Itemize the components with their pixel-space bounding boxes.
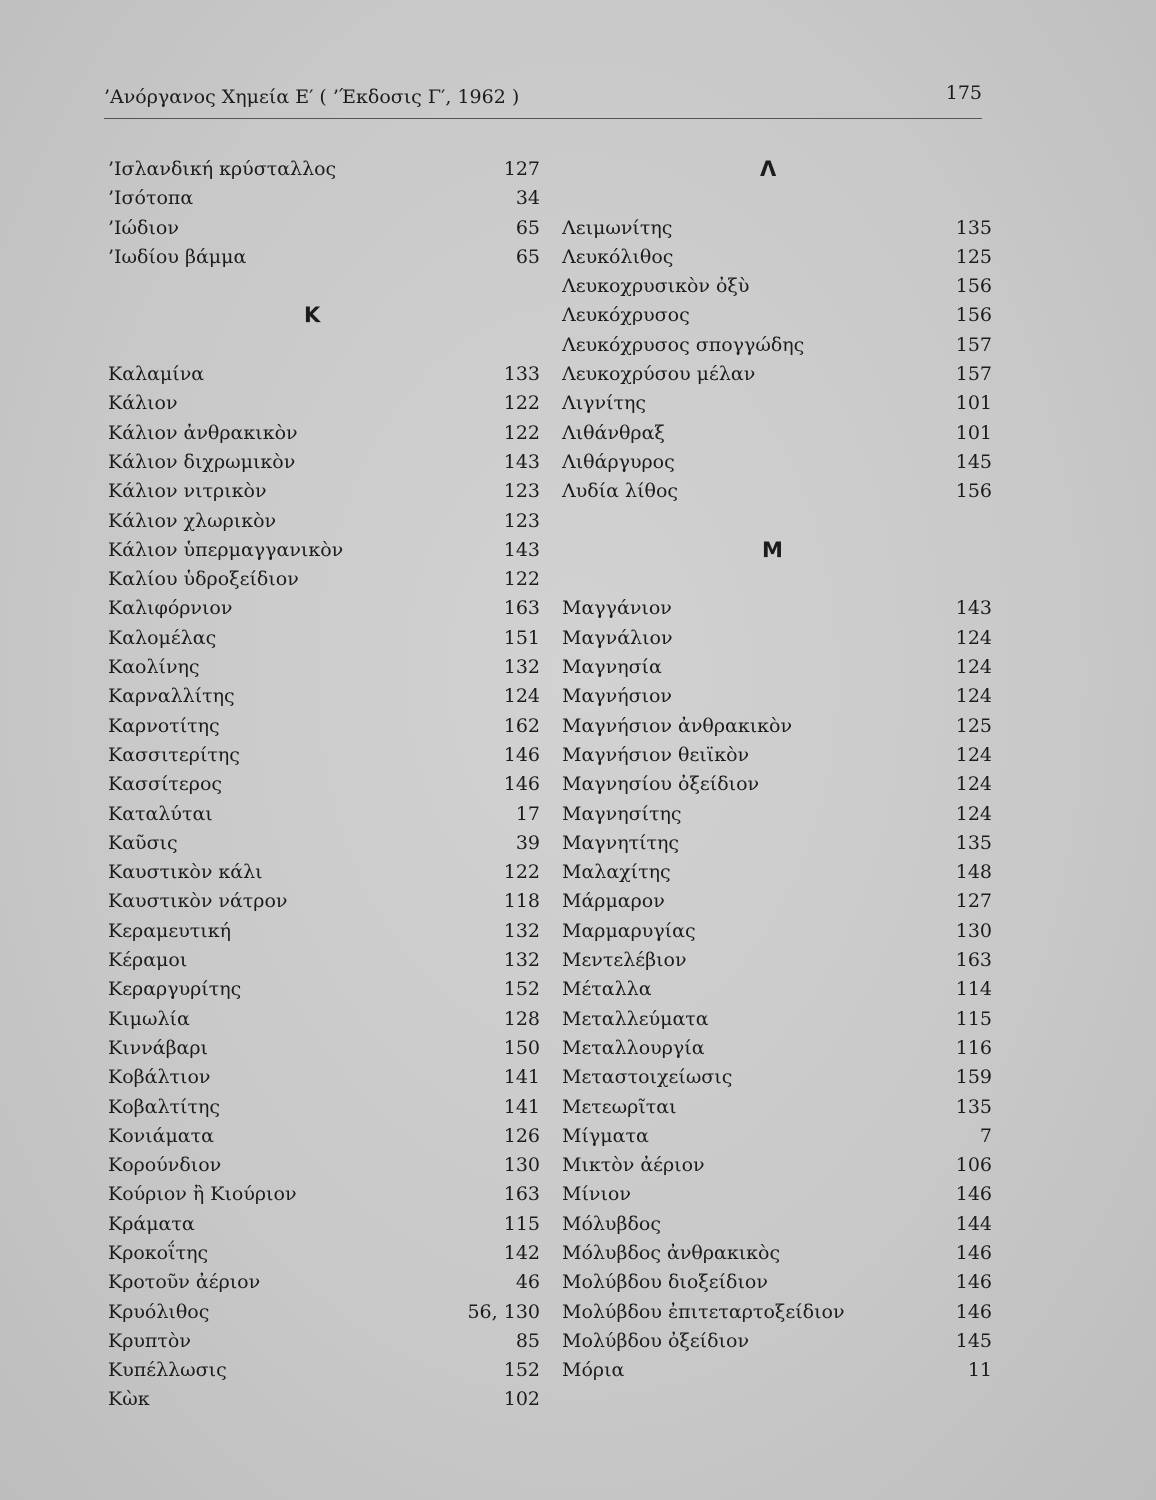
index-page-ref: 163: [503, 597, 540, 620]
index-page-ref: 130: [503, 1154, 540, 1177]
index-term: Λιθάνθραξ: [562, 421, 665, 444]
index-column-right: [562, 155, 992, 1385]
index-page-ref: 146: [955, 1300, 992, 1323]
index-entry: [108, 389, 540, 418]
index-entry: [108, 858, 540, 887]
index-entry: [108, 1298, 540, 1327]
index-term: Μολύβδου διοξείδιον: [562, 1271, 768, 1294]
index-page-ref: 143: [955, 597, 992, 620]
index-page-ref: 145: [955, 1329, 992, 1352]
index-term: Καλίου ὑδροξείδιον: [108, 568, 299, 591]
index-term: Καρνοτίτης: [108, 714, 220, 737]
index-page-ref: 17: [515, 802, 540, 825]
index-term: Μαρμαρυγίας: [562, 919, 696, 942]
index-page-ref: 150: [503, 1036, 540, 1059]
index-page-ref: 124: [955, 626, 992, 649]
letter-heading-k: Κ: [304, 303, 321, 328]
index-page-ref: 56, 130: [467, 1300, 540, 1323]
index-entry: [562, 243, 992, 272]
index-entry: [562, 1122, 992, 1151]
index-page-ref: 124: [955, 802, 992, 825]
index-entry: [108, 800, 540, 829]
page-number: 175: [945, 82, 982, 104]
index-page-ref: 127: [503, 158, 540, 180]
index-term: Κέραμοι: [108, 949, 188, 972]
index-page-ref: 145: [955, 450, 992, 473]
index-term: Λευκοχρυσικὸν ὀξὺ: [562, 275, 750, 298]
index-page-ref: 143: [503, 450, 540, 473]
index-term: Μαγνησία: [562, 656, 662, 679]
index-entry: [108, 594, 540, 623]
index-term: Λιθάργυρος: [562, 450, 675, 473]
index-page-ref: 162: [503, 714, 540, 737]
index-term: Κούριον ἢ Κιούριον: [108, 1183, 297, 1206]
index-page-ref: 148: [955, 861, 992, 884]
index-term: Κάλιον: [108, 392, 178, 415]
index-term: Μόρια: [562, 1359, 625, 1382]
index-entry: [562, 1093, 992, 1122]
index-page-ref: 151: [503, 626, 540, 649]
index-term: Καολίνης: [108, 656, 200, 679]
index-entry: [562, 360, 992, 389]
index-page-ref: 157: [955, 363, 992, 386]
index-term: Λειμωνίτης: [562, 216, 673, 239]
index-term: Καλομέλας: [108, 626, 217, 649]
index-entry: [562, 624, 992, 653]
index-entry: [108, 184, 540, 213]
index-page-ref: 146: [503, 773, 540, 796]
index-page-ref: 65: [515, 216, 540, 239]
index-entry: [108, 887, 540, 916]
index-page-ref: 122: [503, 861, 540, 884]
index-page-ref: 156: [955, 275, 992, 298]
index-term: Καταλύται: [108, 802, 213, 825]
index-page-ref: 132: [503, 656, 540, 679]
index-page-ref: 39: [515, 831, 540, 854]
index-term: Μαγνησίτης: [562, 802, 682, 825]
index-term: Κάλιον νιτρικὸν: [108, 480, 267, 503]
index-entry: [562, 1063, 992, 1092]
index-entry: [562, 331, 992, 360]
index-entry: [562, 1180, 992, 1209]
index-term: Μάρμαρον: [562, 890, 665, 913]
index-entry: [562, 1210, 992, 1239]
index-term: Μεταλλεύματα: [562, 1007, 709, 1030]
index-entry: [108, 770, 540, 799]
index-entry: [108, 448, 540, 477]
index-column-left: [108, 155, 540, 1415]
index-entry: [562, 1034, 992, 1063]
index-term: Καῦσις: [108, 831, 178, 854]
index-entry: [108, 1122, 540, 1151]
index-term: Μεντελέβιον: [562, 949, 687, 972]
index-entry: [562, 477, 992, 506]
index-entry: [562, 1327, 992, 1356]
index-page-ref: 146: [503, 743, 540, 766]
index-entry: [562, 301, 992, 330]
index-page-ref: 141: [503, 1095, 540, 1118]
index-entry: [562, 1268, 992, 1297]
index-page-ref: 152: [503, 1359, 540, 1382]
index-entry: [108, 1093, 540, 1122]
index-entry: [562, 741, 992, 770]
index-term: Μίγματα: [562, 1124, 649, 1147]
index-page-ref: 122: [503, 421, 540, 444]
index-page-ref: 146: [955, 1241, 992, 1264]
running-header: [104, 82, 982, 116]
index-term: Λευκόχρυσος σπογγώδης: [562, 333, 805, 356]
index-page-ref: 126: [503, 1124, 540, 1147]
index-page-ref: 123: [503, 480, 540, 503]
index-page-ref: 142: [503, 1241, 540, 1264]
index-page-ref: 122: [503, 568, 540, 591]
index-entry: [562, 829, 992, 858]
index-term: Λευκόχρυσος: [562, 304, 690, 327]
index-page-ref: 143: [503, 538, 540, 561]
index-term: ’Ισότοπα: [108, 187, 194, 210]
index-entry: [108, 155, 540, 184]
index-term: Καυστικὸν κάλι: [108, 861, 263, 884]
index-page-ref: 124: [955, 773, 992, 796]
running-title: ’Ανόργανος Χημεία Ε′ ( ’Έκδοσις Γ′, 1962 ): [104, 86, 520, 108]
index-entry: [108, 1034, 540, 1063]
index-entry: [562, 800, 992, 829]
index-page-ref: 124: [955, 656, 992, 679]
index-group: [562, 594, 992, 1385]
index-term: Λιγνίτης: [562, 392, 647, 415]
index-term: Μόλυβδος: [562, 1212, 661, 1235]
index-group: [108, 155, 540, 272]
index-term: Μαγνητίτης: [562, 831, 680, 854]
index-page-ref: 125: [955, 714, 992, 737]
index-entry: [108, 536, 540, 565]
index-entry: [108, 653, 540, 682]
index-entry: [562, 887, 992, 916]
index-term: Κασσίτερος: [108, 773, 223, 796]
index-term: Μαγνήσιον ἀνθρακικὸν: [562, 714, 793, 737]
index-entry: [562, 214, 992, 243]
index-page-ref: 34: [515, 187, 540, 210]
index-term: Μολύβδου ἐπιτεταρτοξείδιον: [562, 1300, 845, 1323]
index-page-ref: 106: [955, 1154, 992, 1177]
index-page-ref: 146: [955, 1271, 992, 1294]
index-page-ref: 163: [955, 949, 992, 972]
index-page-ref: 115: [955, 1007, 992, 1030]
index-term: Λευκόλιθος: [562, 245, 674, 268]
index-term: Κιμωλία: [108, 1007, 190, 1030]
index-term: Κοβαλτίτης: [108, 1095, 220, 1118]
index-term: Κάλιον ἀνθρακικὸν: [108, 421, 298, 444]
index-term: Μαλαχίτης: [562, 861, 671, 884]
index-term: Κάλιον ὑπερμαγγανικὸν: [108, 538, 344, 561]
index-entry: [562, 419, 992, 448]
index-page-ref: 159: [955, 1066, 992, 1089]
index-page-ref: 156: [955, 304, 992, 327]
index-entry: [562, 946, 992, 975]
index-page-ref: 135: [955, 831, 992, 854]
index-term: Κιννάβαρι: [108, 1036, 209, 1059]
index-entry: [562, 448, 992, 477]
index-entry: [108, 1385, 540, 1414]
index-page-ref: 133: [503, 363, 540, 386]
index-entry: [108, 1063, 540, 1092]
index-term: Μαγνήσιον: [562, 685, 672, 708]
index-term: Κασσιτερίτης: [108, 743, 240, 766]
index-term: Μέταλλα: [562, 978, 652, 1001]
index-term: ’Ισλανδική κρύσταλλος: [108, 158, 337, 180]
index-term: Μαγνήσιον θειϊκὸν: [562, 743, 750, 766]
index-page-ref: 102: [503, 1388, 540, 1411]
index-page-ref: 125: [955, 245, 992, 268]
index-page-ref: 156: [955, 480, 992, 503]
index-page-ref: 122: [503, 392, 540, 415]
index-page-ref: 114: [955, 978, 992, 1001]
index-page-ref: 135: [955, 1095, 992, 1118]
index-term: Καλαμίνα: [108, 363, 205, 386]
index-term: Κροτοῦν ἀέριον: [108, 1271, 261, 1294]
index-entry: [108, 917, 540, 946]
index-page-ref: 128: [503, 1007, 540, 1030]
index-term: Κορούνδιον: [108, 1154, 222, 1177]
index-page-ref: 157: [955, 333, 992, 356]
index-term: Καυστικὸν νάτρον: [108, 890, 288, 913]
index-term: Κρυόλιθος: [108, 1300, 210, 1323]
index-entry: [108, 214, 540, 243]
index-entry: [562, 975, 992, 1004]
index-page-ref: 124: [955, 685, 992, 708]
index-page-ref: 127: [955, 890, 992, 913]
index-term: Κονιάματα: [108, 1124, 214, 1147]
index-page-ref: 132: [503, 949, 540, 972]
index-term: Κεραργυρίτης: [108, 978, 242, 1001]
index-page-ref: 46: [515, 1271, 540, 1294]
index-entry: [108, 624, 540, 653]
index-entry: [108, 565, 540, 594]
header-rule: [104, 118, 982, 119]
index-term: Κυπέλλωσις: [108, 1359, 227, 1382]
index-entry: [562, 389, 992, 418]
index-group: [108, 360, 540, 1415]
index-entry: [562, 653, 992, 682]
index-entry: [108, 243, 540, 272]
index-term: Μικτὸν ἀέριον: [562, 1154, 705, 1177]
index-page-ref: 118: [503, 890, 540, 913]
index-entry: [562, 1356, 992, 1385]
index-term: Μαγγάνιον: [562, 597, 672, 620]
index-page-ref: 152: [503, 978, 540, 1001]
index-term: Κροκοΐτης: [108, 1241, 209, 1264]
index-entry: [108, 1239, 540, 1268]
index-entry: [108, 946, 540, 975]
index-term: Μαγνησίου ὀξείδιον: [562, 773, 760, 796]
index-entry: [562, 682, 992, 711]
index-term: Λευκοχρύσου μέλαν: [562, 363, 756, 386]
letter-heading-l: Λ: [760, 157, 777, 181]
index-page-ref: 65: [515, 245, 540, 268]
index-page-ref: 163: [503, 1183, 540, 1206]
index-term: Κὼκ: [108, 1388, 150, 1411]
index-page-ref: 144: [955, 1212, 992, 1235]
index-page-ref: 141: [503, 1066, 540, 1089]
index-entry: [562, 1151, 992, 1180]
index-entry: [108, 829, 540, 858]
index-term: Μετεωρῖται: [562, 1095, 677, 1118]
index-entry: [562, 712, 992, 741]
index-entry: [562, 858, 992, 887]
index-term: Μολύβδου ὀξείδιον: [562, 1329, 750, 1352]
index-term: Μαγνάλιον: [562, 626, 673, 649]
index-entry: [108, 507, 540, 536]
index-entry: [108, 419, 540, 448]
index-entry: [108, 741, 540, 770]
index-entry: [562, 770, 992, 799]
index-entry: [108, 1151, 540, 1180]
index-term: Μεταστοιχείωσις: [562, 1066, 733, 1089]
index-term: Μεταλλουργία: [562, 1036, 705, 1059]
letter-heading-m: Μ: [762, 537, 783, 562]
index-page-ref: 85: [515, 1329, 540, 1352]
index-entry: [108, 1210, 540, 1239]
index-page-ref: 11: [967, 1359, 992, 1382]
index-entry: [108, 1268, 540, 1297]
index-term: Κράματα: [108, 1212, 195, 1235]
index-term: Κάλιον διχρωμικὸν: [108, 450, 296, 473]
index-term: Μίνιον: [562, 1183, 631, 1206]
index-entry: [562, 1239, 992, 1268]
index-entry: [562, 1005, 992, 1034]
index-term: Λυδία λίθος: [562, 480, 679, 503]
index-term: Μόλυβδος ἀνθρακικὸς: [562, 1241, 781, 1264]
index-entry: [108, 975, 540, 1004]
index-page-ref: 132: [503, 919, 540, 942]
index-entry: [562, 917, 992, 946]
index-entry: [108, 477, 540, 506]
index-entry: [108, 360, 540, 389]
index-entry: [108, 1005, 540, 1034]
index-page-ref: 115: [503, 1212, 540, 1235]
index-entry: [108, 1180, 540, 1209]
index-term: Κεραμευτική: [108, 919, 231, 942]
index-page-ref: 123: [503, 509, 540, 532]
index-page-ref: 135: [955, 216, 992, 239]
index-entry: [562, 272, 992, 301]
index-term: Κοβάλτιον: [108, 1066, 211, 1089]
index-entry: [108, 1356, 540, 1385]
index-term: Καλιφόρνιον: [108, 597, 233, 620]
index-term: Καρναλλίτης: [108, 685, 235, 708]
index-page-ref: 130: [955, 919, 992, 942]
index-entry: [108, 712, 540, 741]
index-term: ’Ιώδιον: [108, 216, 179, 239]
index-term: Κάλιον χλωρικὸν: [108, 509, 277, 532]
index-page-ref: 124: [503, 685, 540, 708]
index-page-ref: 101: [955, 392, 992, 415]
index-page-ref: 116: [955, 1036, 992, 1059]
index-entry: [108, 1327, 540, 1356]
index-term: ’Ιωδίου βάμμα: [108, 245, 247, 268]
index-page-ref: 124: [955, 743, 992, 766]
index-entry: [108, 682, 540, 711]
index-entry: [562, 594, 992, 623]
index-group: [562, 214, 992, 507]
index-page-ref: 101: [955, 421, 992, 444]
index-page-ref: 146: [955, 1183, 992, 1206]
index-term: Κρυπτὸν: [108, 1329, 191, 1352]
index-entry: [562, 1298, 992, 1327]
index-page-ref: 7: [979, 1124, 992, 1147]
